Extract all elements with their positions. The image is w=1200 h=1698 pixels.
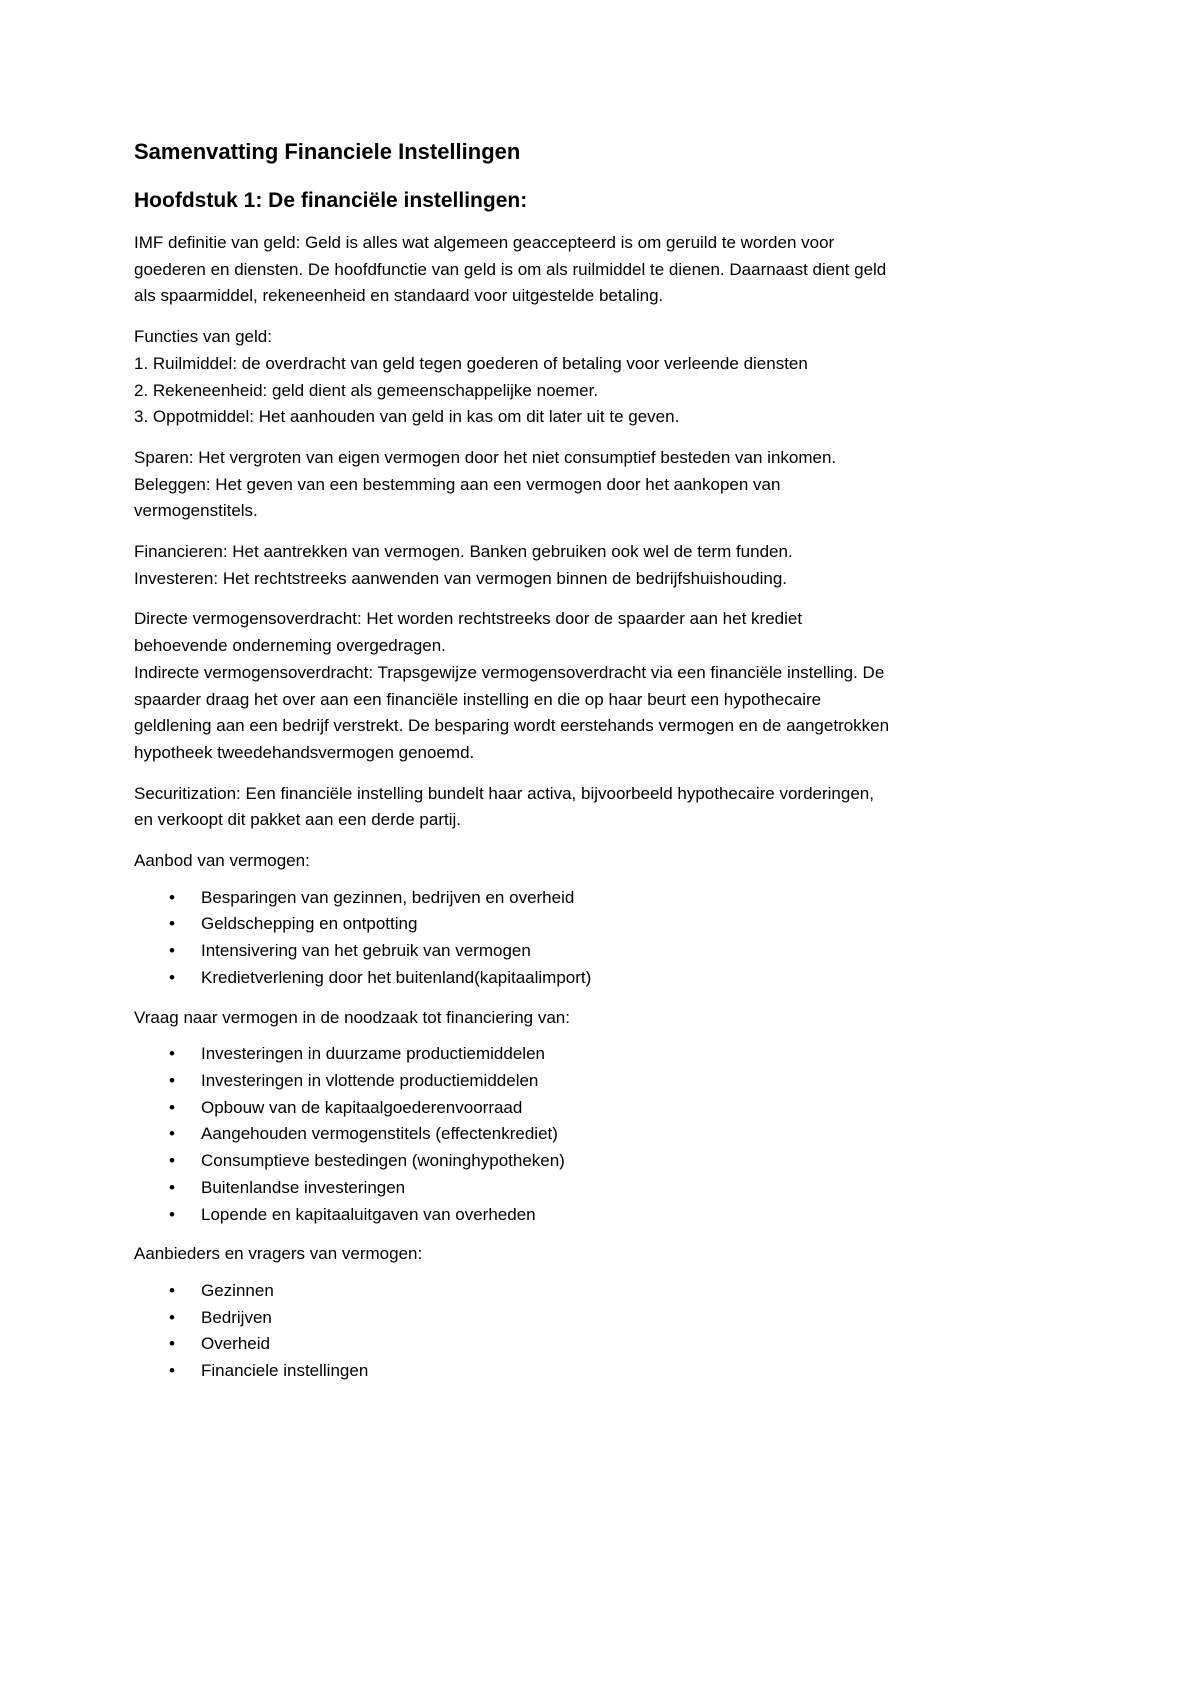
list-item-text: Gezinnen bbox=[201, 1280, 274, 1300]
chapter-title: Hoofdstuk 1: De financiële instellingen: bbox=[134, 189, 528, 212]
bullet-icon: • bbox=[169, 1070, 175, 1090]
bullet-icon: • bbox=[169, 1124, 175, 1144]
list-item bbox=[134, 1121, 974, 1148]
list-item-text: Lopende en kapitaaluitgaven van overheden bbox=[201, 1204, 536, 1224]
bullet-icon: • bbox=[169, 967, 175, 987]
list-item bbox=[134, 1331, 974, 1358]
list-item-text: Kredietverlening door het buitenland(kapitaalimport) bbox=[201, 967, 592, 987]
list-item bbox=[134, 1041, 974, 1068]
functie-item: 2. Rekeneenheid: geld dient als gemeenschappelijke noemer. bbox=[134, 380, 599, 400]
list-item bbox=[134, 1068, 974, 1095]
vermogensoverdracht-paragraph bbox=[134, 606, 974, 766]
list-item-text: Financiele instellingen bbox=[201, 1361, 369, 1381]
list-item bbox=[134, 965, 974, 992]
paragraph-line: spaarder draag het over aan een financiële instelling en die op haar beurt een hypothecaire bbox=[134, 689, 822, 709]
list-item-text: Investeringen in duurzame productiemiddelen bbox=[201, 1044, 545, 1064]
sparen-beleggen-paragraph bbox=[134, 445, 974, 525]
aanbieders-list bbox=[134, 1278, 974, 1385]
list-item bbox=[134, 1202, 974, 1229]
list-item bbox=[134, 885, 974, 912]
list-item-text: Overheid bbox=[201, 1334, 270, 1354]
list-item bbox=[134, 1278, 974, 1305]
bullet-icon: • bbox=[169, 1151, 175, 1171]
paragraph-line: goederen en diensten. De hoofdfunctie van geld is om als ruilmiddel te dienen. Daarnaast dient geld bbox=[134, 259, 887, 279]
document-title: Samenvatting Financiele Instellingen bbox=[134, 139, 521, 164]
paragraph-line: behoevende onderneming overgedragen. bbox=[134, 636, 446, 656]
aanbod-label: Aanbod van vermogen: bbox=[134, 851, 310, 871]
list-item-text: Investeringen in vlottende productiemiddelen bbox=[201, 1070, 539, 1090]
list-item-text: Consumptieve bestedingen (woninghypotheken) bbox=[201, 1151, 565, 1171]
list-item-text: Buitenlandse investeringen bbox=[201, 1177, 406, 1197]
list-item-text: Intensivering van het gebruik van vermogen bbox=[201, 941, 531, 961]
bullet-icon: • bbox=[169, 1334, 175, 1354]
paragraph-line: Beleggen: Het geven van een bestemming aan een vermogen door het aankopen van bbox=[134, 474, 781, 494]
list-item bbox=[134, 911, 974, 938]
list-item bbox=[134, 1358, 974, 1385]
list-item bbox=[134, 1095, 974, 1122]
list-item bbox=[134, 1175, 974, 1202]
bullet-icon: • bbox=[169, 1280, 175, 1300]
list-item-text: Aangehouden vermogenstitels (effectenkrediet) bbox=[201, 1124, 558, 1144]
paragraph-line: als spaarmiddel, rekeneenheid en standaard voor uitgestelde betaling. bbox=[134, 286, 664, 306]
bullet-icon: • bbox=[169, 1361, 175, 1381]
bullet-icon: • bbox=[169, 1044, 175, 1064]
bullet-icon: • bbox=[169, 1307, 175, 1327]
paragraph-line: Financieren: Het aantrekken van vermogen. Banken gebruiken ook wel de term funden. bbox=[134, 542, 793, 562]
bullet-icon: • bbox=[169, 1097, 175, 1117]
list-item bbox=[134, 1305, 974, 1332]
functie-item: 3. Oppotmiddel: Het aanhouden van geld in kas om dit later uit te geven. bbox=[134, 407, 680, 427]
bullet-icon: • bbox=[169, 941, 175, 961]
list-item bbox=[134, 1148, 974, 1175]
paragraph-line: vermogenstitels. bbox=[134, 501, 258, 521]
list-item-text: Geldschepping en ontpotting bbox=[201, 914, 418, 934]
aanbod-list bbox=[134, 885, 974, 992]
functie-item: 1. Ruilmiddel: de overdracht van geld tegen goederen of betaling voor verleende diensten bbox=[134, 353, 808, 373]
bullet-icon: • bbox=[169, 914, 175, 934]
imf-paragraph bbox=[134, 230, 974, 310]
paragraph-line: Investeren: Het rechtstreeks aanwenden van vermogen binnen de bedrijfshuishouding. bbox=[134, 568, 788, 588]
functies-block bbox=[134, 324, 974, 431]
document-content bbox=[134, 134, 974, 1398]
list-item-text: Bedrijven bbox=[201, 1307, 272, 1327]
securitization-paragraph bbox=[134, 781, 974, 834]
financieren-investeren-paragraph bbox=[134, 539, 974, 592]
functies-label: Functies van geld: bbox=[134, 327, 272, 347]
list-item-text: Besparingen van gezinnen, bedrijven en overheid bbox=[201, 887, 575, 907]
paragraph-line: Indirecte vermogensoverdracht: Trapsgewijze vermogensoverdracht via een financiële instelling. De bbox=[134, 662, 885, 682]
paragraph-line: Directe vermogensoverdracht: Het worden rechtstreeks door de spaarder aan het krediet bbox=[134, 609, 803, 629]
bullet-icon: • bbox=[169, 887, 175, 907]
vraag-list bbox=[134, 1041, 974, 1228]
paragraph-line: hypotheek tweedehandsvermogen genoemd. bbox=[134, 742, 475, 762]
paragraph-line: Sparen: Het vergroten van eigen vermogen door het niet consumptief besteden van inkomen. bbox=[134, 447, 837, 467]
paragraph-line: en verkoopt dit pakket aan een derde partij. bbox=[134, 810, 461, 830]
paragraph-line: Securitization: Een financiële instelling bundelt haar activa, bijvoorbeeld hypothecaire vorderingen, bbox=[134, 783, 874, 803]
vraag-label: Vraag naar vermogen in de noodzaak tot financiering van: bbox=[134, 1007, 570, 1027]
bullet-icon: • bbox=[169, 1177, 175, 1197]
bullet-icon: • bbox=[169, 1204, 175, 1224]
list-item bbox=[134, 938, 974, 965]
paragraph-line: geldlening aan een bedrijf verstrekt. De besparing wordt eerstehands vermogen en de aangetrokken bbox=[134, 716, 890, 736]
aanbieders-label: Aanbieders en vragers van vermogen: bbox=[134, 1244, 423, 1264]
paragraph-line: IMF definitie van geld: Geld is alles wat algemeen geaccepteerd is om geruild te worden voor bbox=[134, 233, 835, 252]
list-item-text: Opbouw van de kapitaalgoederenvoorraad bbox=[201, 1097, 523, 1117]
